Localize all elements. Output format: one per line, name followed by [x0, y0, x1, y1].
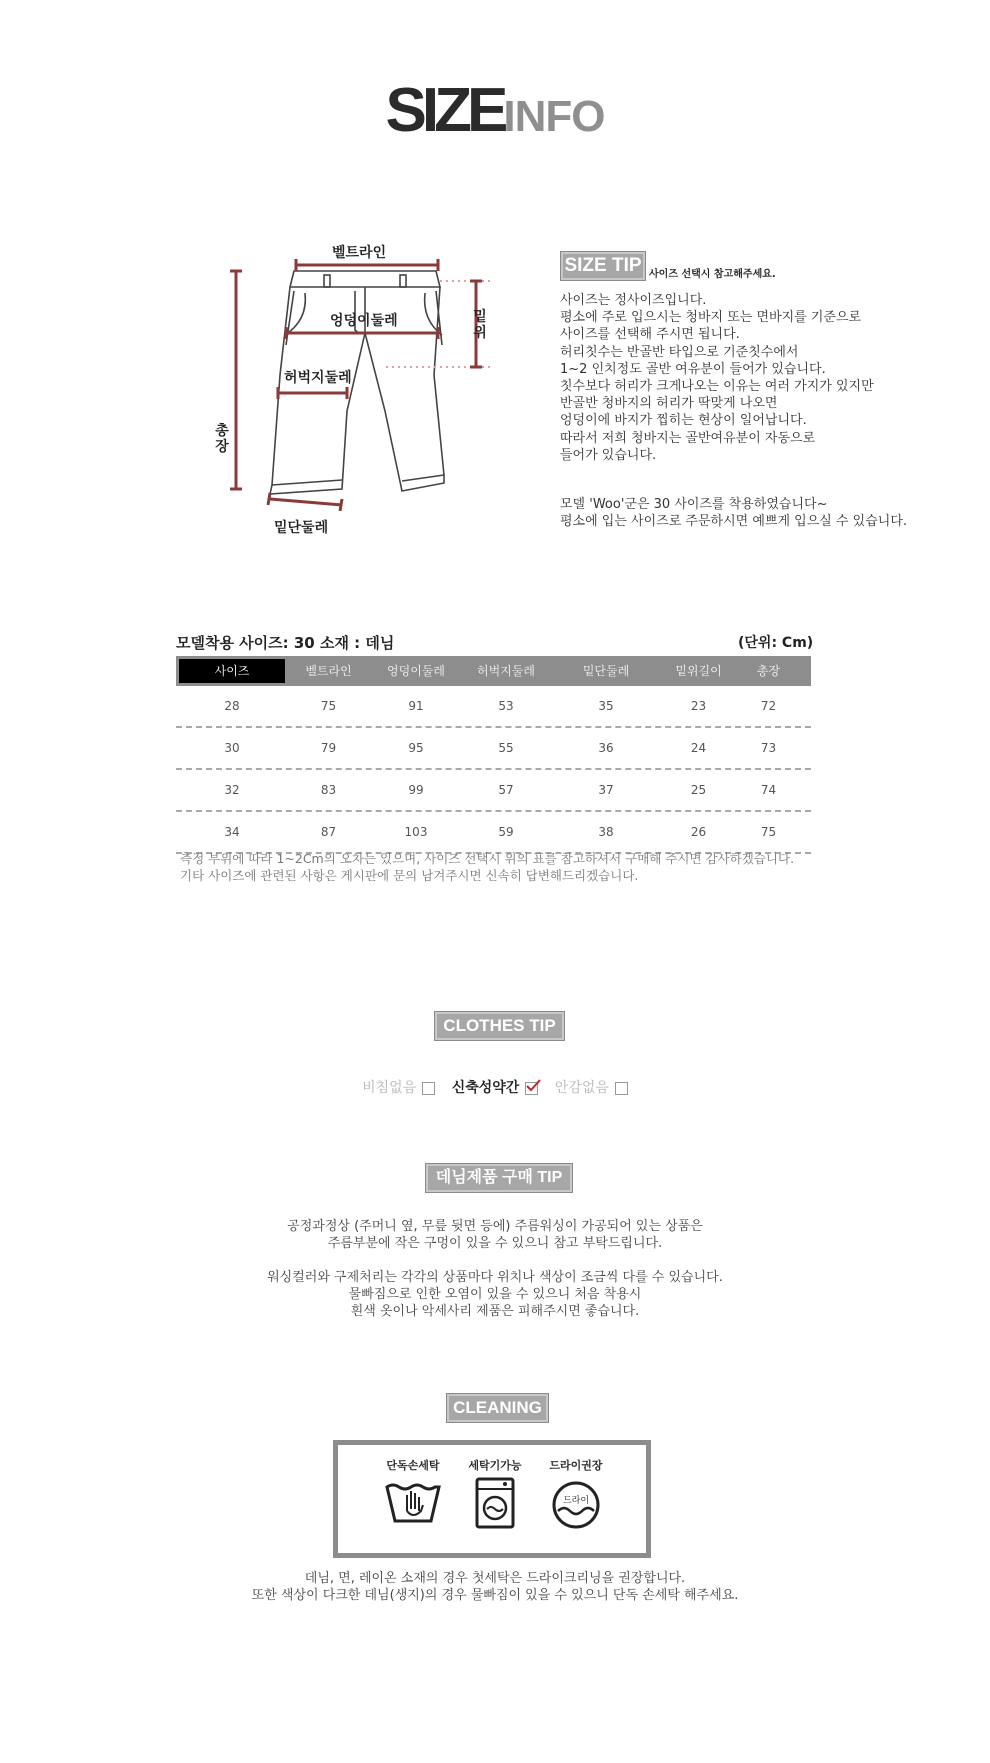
header-hem: 밑단둘레 [582, 664, 630, 678]
clothes-tip-badge: CLOTHES TIP [434, 1011, 565, 1041]
table-cell: 59 [498, 825, 514, 839]
table-cell: 25 [690, 783, 707, 797]
cleaning-badge: CLEANING [446, 1393, 549, 1423]
dry-clean-icon [546, 1475, 606, 1531]
size-tip-badge: SIZE TIP [560, 251, 646, 281]
thigh-label: 허벅지둘레 [284, 370, 352, 386]
header-thigh: 허벅지둘레 [477, 664, 535, 678]
option-label: 안감없음 [554, 1080, 609, 1096]
pants-illustration [190, 235, 490, 545]
care-dry-clean [531, 1457, 621, 1535]
header-size: 사이즈 [179, 659, 285, 683]
table-row [176, 812, 811, 854]
size-tip-line: 엉덩이에 바지가 찝히는 현상이 일어납니다. [560, 413, 807, 429]
care-hand-wash [368, 1457, 458, 1533]
header-hip: 엉덩이둘레 [387, 664, 445, 678]
table-cell: 75 [760, 825, 777, 839]
option-label: 비침없음 [362, 1080, 417, 1096]
option-label: 신축성약간 [451, 1080, 520, 1096]
table-unit: (단위: Cm) [738, 635, 814, 651]
size-tip-line: 허리칫수는 반골반 타입으로 기준칫수에서 [560, 344, 799, 360]
care-machine-wash [450, 1457, 540, 1535]
denim-tip-line: 주름부분에 작은 구멍이 있을 수 있으니 참고 부탁드립니다. [327, 1236, 663, 1251]
table-cell: 75 [320, 699, 337, 713]
denim-tip-line: 공정과정상 (주머니 옆, 무릎 뒷면 등에) 주름워싱이 가공되어 있는 상품은 [287, 1219, 703, 1234]
denim-tip-text [0, 1218, 990, 1320]
size-tip-line: 사이즈는 정사이즈입니다. [560, 293, 707, 308]
table-cell: 73 [760, 741, 777, 755]
table-cell: 72 [760, 699, 777, 713]
header-length: 총장 [756, 664, 781, 678]
table-row [176, 728, 811, 770]
table-cell: 99 [408, 783, 424, 797]
option-no-sheer [362, 1077, 435, 1097]
header-beltline: 벨트라인 [305, 664, 352, 678]
title-info: INFO [503, 92, 605, 141]
hip-label: 엉덩이둘레 [330, 313, 398, 329]
table-title: 모델착용 사이즈: 30 소재 : 데님 [176, 634, 395, 652]
cleaning-text [0, 1570, 990, 1604]
size-tip-line: 들어가 있습니다. [560, 447, 657, 463]
beltline-label: 벨트라인 [332, 245, 387, 261]
table-note-line: 측정 부위에 따라 1~2Cm의 오차는 있으며, 사이즈 선택시 위의 표를 참고하셔서 구매해 주시면 감사하겠습니다. [180, 851, 795, 866]
table-cell: 30 [224, 741, 240, 755]
table-header [176, 656, 811, 686]
table-cell: 95 [408, 741, 424, 755]
table-note [180, 850, 794, 884]
table-cell: 35 [598, 699, 614, 713]
denim-tip-line: 물빠짐으로 인한 오염이 있을 수 있으니 처음 착용시 [348, 1287, 642, 1302]
table-cell: 55 [498, 741, 514, 755]
pants-measurement-diagram [190, 235, 490, 545]
table-cell: 53 [498, 699, 514, 713]
table-cell: 57 [498, 783, 514, 797]
table-cell: 32 [224, 783, 240, 797]
table-cell: 26 [690, 825, 707, 839]
table-row [176, 686, 811, 728]
table-note-line: 기타 사이즈에 관련된 사항은 게시판에 문의 남겨주시면 신속히 답변해드리겠습니다. [180, 868, 639, 883]
size-tip-text [560, 292, 960, 464]
size-tip-line: 1~2 인치정도 골반 여유분이 들어가 있습니다. [560, 361, 826, 377]
table-cell: 79 [320, 741, 337, 755]
model-note-line: 평소에 입는 사이즈로 주문하시면 예쁘게 입으실 수 있습니다. [560, 514, 908, 529]
size-tip-line: 사이즈를 선택해 주시면 됩니다. [560, 327, 740, 343]
option-slight-stretch [452, 1077, 539, 1097]
size-tip-line: 칫수보다 허리가 크게나오는 이유는 여러 가지가 있지만 [560, 379, 874, 395]
title-size: SIZE [385, 76, 504, 145]
table-cell: 38 [598, 825, 614, 839]
table-cell: 37 [598, 783, 614, 797]
table-cell: 24 [690, 741, 707, 755]
table-cell: 103 [404, 825, 428, 839]
checkbox-empty-icon [422, 1082, 435, 1095]
care-label: 단독손세탁 [386, 1459, 440, 1472]
table-cell: 91 [408, 699, 424, 713]
length-label: 총장 [215, 423, 229, 455]
washing-machine-icon [465, 1475, 525, 1531]
denim-tip-badge: 데님제품 구매 TIP [425, 1163, 573, 1193]
fabric-properties [0, 1077, 990, 1097]
size-table [176, 656, 811, 854]
rise-label: 밑위 [473, 309, 487, 341]
dry-clean-text: 드라이 [562, 1496, 590, 1506]
table-cell: 23 [690, 699, 707, 713]
cleaning-line: 또한 색상이 다크한 데님(생지)의 경우 물빠짐이 있을 수 있으니 단독 손세탁 해주세요. [251, 1588, 739, 1603]
table-row [176, 770, 811, 812]
table-cell: 74 [760, 783, 777, 797]
table-cell: 28 [224, 699, 240, 713]
table-cell: 83 [320, 783, 337, 797]
header-rise: 밑위길이 [675, 664, 722, 678]
size-tip-line: 따라서 저희 청바지는 골반여유분이 자동으로 [560, 430, 816, 446]
table-cell: 34 [224, 825, 240, 839]
page-title [0, 76, 990, 145]
option-no-lining [555, 1077, 628, 1097]
size-tip-line: 평소에 주로 입으시는 청바지 또는 면바지를 기준으로 [560, 310, 862, 326]
hand-wash-icon [383, 1477, 443, 1529]
size-tip-line: 반골반 청바지의 허리가 딱맞게 나오면 [560, 396, 778, 412]
care-label: 드라이권장 [549, 1459, 603, 1472]
model-note [560, 496, 980, 530]
model-note-line: 모델 'Woo'군은 30 사이즈를 착용하였습니다~ [560, 497, 828, 512]
care-label: 세탁기가능 [468, 1459, 522, 1472]
checkbox-empty-icon [615, 1082, 628, 1095]
table-cell: 87 [320, 825, 337, 839]
cleaning-line: 데님, 면, 레이온 소재의 경우 첫세탁은 드라이크리닝을 권장합니다. [304, 1571, 686, 1586]
care-instructions-box [333, 1440, 651, 1558]
denim-tip-line: 흰색 옷이나 악세사리 제품은 피해주시면 좋습니다. [350, 1304, 640, 1319]
hem-label: 밑단둘레 [274, 520, 329, 536]
denim-tip-line: 워싱컬러와 구제처리는 각각의 상품마다 위치나 색상이 조금씩 다를 수 있습니다. [267, 1270, 723, 1285]
checkbox-checked-icon [525, 1082, 538, 1095]
size-tip-note: 사이즈 선택시 참고해주세요. [649, 269, 776, 280]
table-cell: 36 [598, 741, 614, 755]
